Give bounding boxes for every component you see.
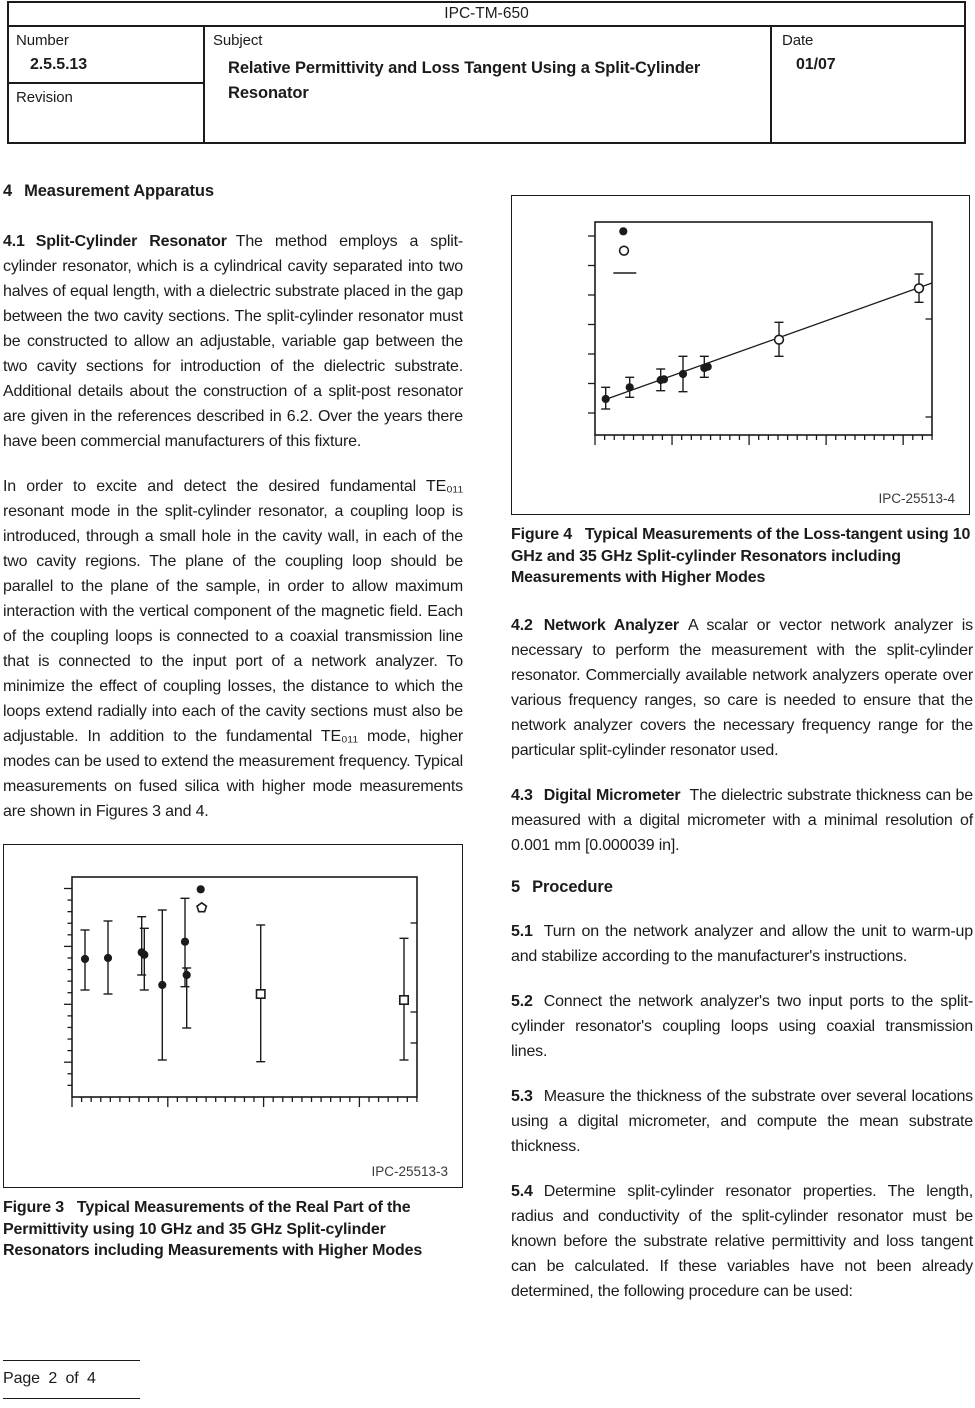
figure-3-plot bbox=[3, 844, 463, 1188]
footer-rule-bottom bbox=[3, 1398, 140, 1399]
header-cell-subject bbox=[205, 27, 772, 144]
revision-label: Revision bbox=[16, 89, 73, 106]
paragraph-4-1-cont: In order to excite and detect the desired fundamental TE₀₁₁ resonant mode in the split-cylinder resonator, a coupling loop is introduced, through a small hole in the cavity wall, in each of the two cavity regions. The plane of the coupling loop should be parallel to the plane of the sample, in order to allow maximum interaction with the vertical component of the magnetic field. Each of the coupling loops is connected to a coaxial transmission line that is connected to the input port of a network analyzer. To minimize the effect of coupling losses, the distance to which the loops extend radially into each of the cavity sections must also be adjustable. In addition to the fundamental TE₀₁₁ mode, higher modes can be used to extend the measurement frequency. Typical measurements on fused silica with higher mode measurements are shown in Figures 3 and 4. bbox=[3, 478, 463, 820]
header-cell-number bbox=[9, 27, 205, 144]
subject-label: Subject bbox=[213, 32, 263, 49]
paragraph-5-2: 5.2 Connect the network analyzer's two input ports to the split-cylinder resonator's coupling loops using coaxial transmission lines. bbox=[511, 992, 973, 1060]
paragraph-5-1: 5.1 Turn on the network analyzer and allow the unit to warm-up and stabilize according to the manufacturer's instructions. bbox=[511, 922, 973, 965]
header-cell-date bbox=[772, 27, 964, 144]
left-column bbox=[3, 182, 463, 1286]
figure-4-plot bbox=[511, 195, 970, 515]
page-number: Page 2 of 4 bbox=[3, 1370, 96, 1387]
doc-code: IPC-TM-650 bbox=[9, 3, 964, 27]
number-label: Number bbox=[16, 32, 69, 49]
paragraph-4-3: 4.3 Digital Micrometer The dielectric substrate thickness can be measured with a digital micrometer with a minimal resolution of 0.001 mm [0.000039 in]. bbox=[511, 786, 973, 854]
right-column bbox=[511, 195, 973, 1324]
svg-text:IPC-25513-3: IPC-25513-3 bbox=[371, 1164, 448, 1179]
section-4-heading: 4 Measurement Apparatus bbox=[3, 182, 214, 200]
header-table bbox=[7, 1, 966, 144]
figure-3-caption: Figure 3 Typical Measurements of the Real Part of the Permittivity using 10 GHz and 35 GHz Split-cylinder Resonators including Measurements with Higher Modes bbox=[3, 1199, 423, 1259]
paragraph-4-1: 4.1 Split-Cylinder Resonator The method employs a split-cylinder resonator, which is a cylindrical cavity separated into two halves of equal length, with a dielectric substrate placed in the gap between the two cavity sections. The split-cylinder resonator must be constructed to allow an adjustable, variable gap between the two cavity sections for introduction of the dielectric substrate. Additional details about the construction of a split-post resonator are given in the references described in 6.2. Over the years there have been commercial manufacturers of this fixture. bbox=[3, 233, 463, 450]
paragraph-5-4: 5.4 Determine split-cylinder resonator properties. The length, radius and conductivity of the split-cylinder resonator must be known before the substrate relative permittivity and loss tangent can be calculated. If these variables have not been already determined, the following procedure can be used: bbox=[511, 1182, 973, 1300]
date-value: 01/07 bbox=[796, 56, 836, 73]
footer-rule-top bbox=[3, 1360, 140, 1361]
figure-4-caption: Figure 4 Typical Measurements of the Loss-tangent using 10 GHz and 35 GHz Split-cylinder Resonators including Measurements with Higher Modes bbox=[511, 526, 971, 586]
figure-3-chart bbox=[4, 845, 460, 1185]
figure-4-chart bbox=[512, 196, 967, 512]
page-footer bbox=[3, 1360, 163, 1399]
svg-text:IPC-25513-4: IPC-25513-4 bbox=[878, 491, 955, 506]
date-label: Date bbox=[782, 32, 814, 49]
section-5-heading: 5 Procedure bbox=[511, 877, 613, 896]
paragraph-5-3: 5.3 Measure the thickness of the substrate over several locations using a digital micrometer, and compute the mean substrate thickness. bbox=[511, 1087, 973, 1155]
paragraph-4-2: 4.2 Network Analyzer A scalar or vector network analyzer is necessary to perform the measurement with the split-cylinder resonator. Commercially available network analyzers operate over various frequency ranges, so care is needed to ensure that the network analyzer covers the necessary frequency range for the particular split-cylinder resonator used. bbox=[511, 616, 974, 759]
number-value: 2.5.5.13 bbox=[30, 56, 88, 73]
subject-value: Relative Permittivity and Loss Tangent Using a Split-Cylinder Resonator bbox=[228, 59, 701, 102]
